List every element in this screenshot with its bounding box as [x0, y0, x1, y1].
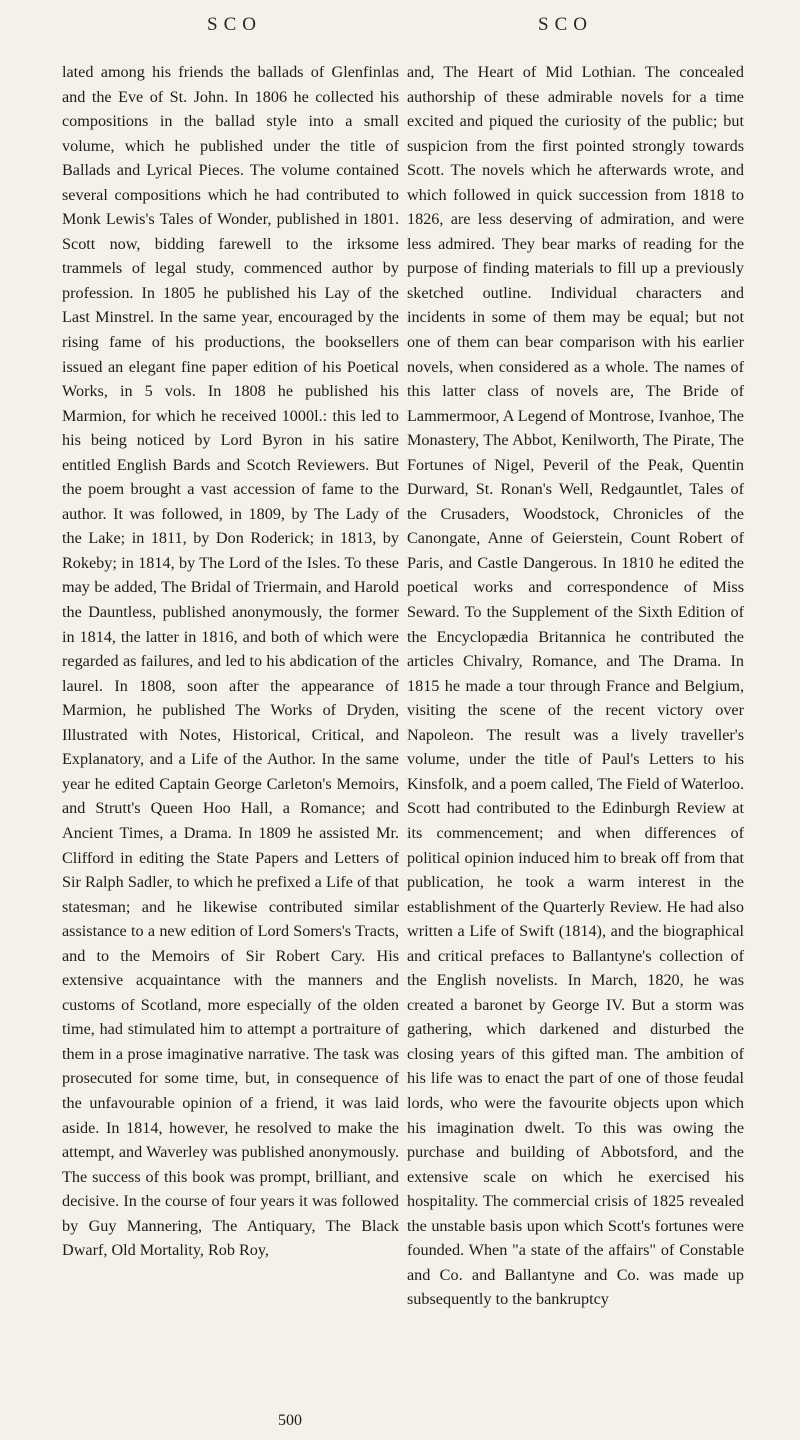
running-header — [0, 6, 800, 46]
running-header-left: SCO — [207, 14, 262, 35]
running-header-right: SCO — [538, 14, 593, 35]
text-column-left: lated among his friends the ballads of Glenfinlas and the Eve of St. John. In 1806 he collected his compositions in the ballad style into a small volume, which he published under the title of Ballads and Lyrical Pieces. The volume contained several compositions which he had contributed to Monk Lewis's Tales of Wonder, published in 1801. Scott now, bidding farewell to the irksome trammels of legal study, commenced author by profession. In 1805 he published his Lay of the Last Minstrel. In the same year, encouraged by the rising fame of his productions, the booksellers issued an elegant fine paper edition of his Poetical Works, in 5 vols. In 1808 he published his Marmion, for which he received 1000l.: this led to his being noticed by Lord Byron in his satire entitled English Bards and Scotch Reviewers. But the poem brought a vast accession of fame to the author. It was followed, in 1809, by The Lady of the Lake; in 1811, by Don Roderick; in 1813, by Rokeby; in 1814, by The Lord of the Isles. To these may be added, The Bridal of Triermain, and Harold the Dauntless, published anonymously, the former in 1814, the latter in 1816, and both of which were regarded as failures, and led to his abdication of the laurel. In 1808, soon after the appearance of Marmion, he published The Works of Dryden, Illustrated with Notes, Historical, Critical, and Explanatory, and a Life of the Author. In the same year he edited Captain George Carleton's Memoirs, and Strutt's Queen Hoo Hall, a Romance; and Ancient Times, a Drama. In 1809 he assisted Mr. Clifford in editing the State Papers and Letters of Sir Ralph Sadler, to which he prefixed a Life of that statesman; and he likewise contributed similar assistance to a new edition of Lord Somers's Tracts, and to the Memoirs of Sir Robert Cary. His extensive acquaintance with the manners and customs of Scotland, more especially of the olden time, had stimulated him to attempt a portraiture of them in a prose imaginative narrative. The task was prosecuted for some time, but, in consequence of the unfavourable opinion of a friend, it was laid aside. In 1814, however, he resolved to make the attempt, and Waverley was published anonymously. The success of this book was prompt, brilliant, and decisive. In the course of four years it was followed by Guy Mannering, The Antiquary, The Black Dwarf, Old Mortality, Rob Roy, — [62, 63, 399, 1260]
page-number: 500 — [278, 1412, 302, 1429]
text-column-right: and, The Heart of Mid Lothian. The concealed authorship of these admirable novels for a time excited and piqued the curiosity of the public; but suspicion from the first pointed strongly towards Scott. The novels which he afterwards wrote, and which followed in quick succession from 1818 to 1826, are less deserving of admiration, and were less admired. They bear marks of reading for the purpose of finding materials to fill up a previously sketched outline. Individual characters and incidents in some of them may be equal; but not one of them can bear comparison with his earlier novels, when considered as a whole. The names of this latter class of novels are, The Bride of Lammermoor, A Legend of Montrose, Ivanhoe, The Monastery, The Abbot, Kenilworth, The Pirate, The Fortunes of Nigel, Peveril of the Peak, Quentin Durward, St. Ronan's Well, Redgauntlet, Tales of the Crusaders, Woodstock, Chronicles of the Canongate, Anne of Geierstein, Count Robert of Paris, and Castle Dangerous. In 1810 he edited the poetical works and correspondence of Miss Seward. To the Supplement of the Sixth Edition of the Encyclopædia Britannica he contributed the articles Chivalry, Romance, and The Drama. In 1815 he made a tour through France and Belgium, visiting the scene of the recent victory over Napoleon. The result was a lively traveller's volume, under the title of Paul's Letters to his Kinsfolk, and a poem called, The Field of Waterloo. Scott had contributed to the Edinburgh Review at its commencement; and when differences of political opinion induced him to break off from that publication, he took a warm interest in the establishment of the Quarterly Review. He had also written a Life of Swift (1814), and the biographical and critical prefaces to Ballantyne's collection of the English novelists. In March, 1820, he was created a baronet by George IV. But a storm was gathering, which darkened and disturbed the closing years of this gifted man. The ambition of his life was to enact the part of one of those feudal lords, who were the favourite objects upon which his imagination dwelt. To this was owing the purchase and building of Abbotsford, and the extensive scale on which he exercised his hospitality. The commercial crisis of 1825 revealed the unstable basis upon which Scott's fortunes were founded. When "a state of the affairs" of Constable and Co. and Ballantyne and Co. was made up subsequently to the bankruptcy — [407, 63, 744, 1309]
